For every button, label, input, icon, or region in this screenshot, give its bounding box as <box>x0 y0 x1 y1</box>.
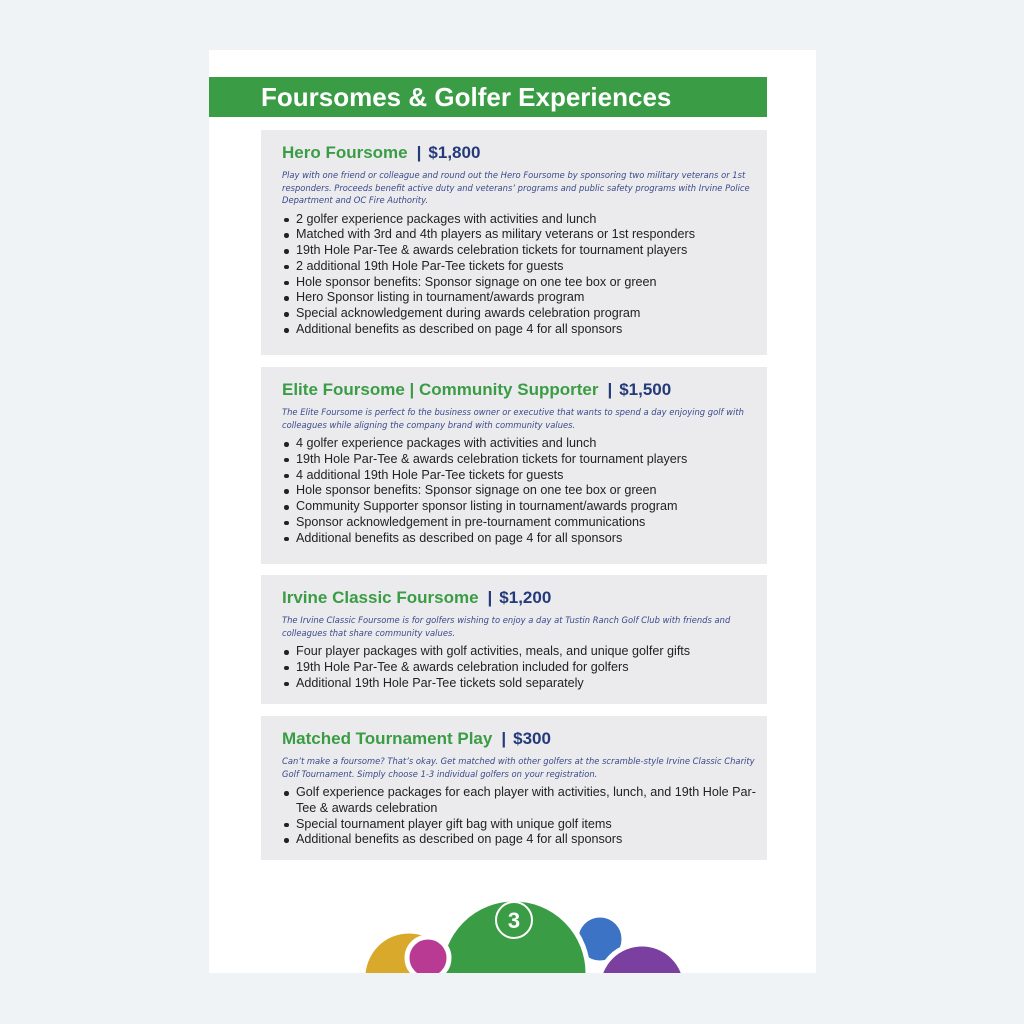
section-header-bar <box>209 77 767 117</box>
package-description: The Elite Foursome is perfect fo the business owner or executive that wants to spend a day enjoying golf with colleagues while aligning the company brand with community values. <box>282 407 744 430</box>
package-name: Irvine Classic Foursome <box>282 588 479 607</box>
benefit-item: Special tournament player gift bag with unique golf items <box>282 817 757 833</box>
price-separator: | <box>607 380 613 399</box>
benefit-item: Additional benefits as described on page 4 for all sponsors <box>282 322 757 338</box>
package-card-matched-tournament-play <box>261 716 767 860</box>
package-price: $1,500 <box>619 380 672 399</box>
package-description: Can’t make a foursome? That’s okay. Get matched with other golfers at the scramble-style Irvine Classic Charity Golf Tournament. Simply choose 1-3 individual golfers on your registration. <box>282 756 755 779</box>
package-card-elite-foursome <box>261 367 767 564</box>
section-title: Foursomes & Golfer Experiences <box>261 82 672 112</box>
package-name: Elite Foursome | Community Supporter <box>282 380 599 399</box>
footer-bubbles-graphic <box>209 870 816 973</box>
benefit-item: Golf experience packages for each player with activities, lunch, and 19th Hole Par-Tee & awards celebration <box>282 785 757 817</box>
price-separator: | <box>501 729 507 748</box>
benefit-item: Additional 19th Hole Par-Tee tickets sold separately <box>282 676 757 692</box>
benefit-item: 4 golfer experience packages with activities and lunch <box>282 436 757 452</box>
benefit-item: 19th Hole Par-Tee & awards celebration included for golfers <box>282 660 757 676</box>
package-heading <box>282 587 757 609</box>
benefits-list <box>282 785 757 848</box>
benefit-item: 19th Hole Par-Tee & awards celebration tickets for tournament players <box>282 243 757 259</box>
benefits-list <box>282 644 757 691</box>
benefit-item: Hole sponsor benefits: Sponsor signage on one tee box or green <box>282 275 757 291</box>
price-separator: | <box>416 143 422 162</box>
benefit-item: Four player packages with golf activities, meals, and unique golfer gifts <box>282 644 757 660</box>
benefit-item: Hole sponsor benefits: Sponsor signage on one tee box or green <box>282 483 757 499</box>
document-page <box>209 50 816 973</box>
benefit-item: Sponsor acknowledgement in pre-tournament communications <box>282 515 757 531</box>
package-heading <box>282 142 757 164</box>
package-price: $300 <box>513 729 551 748</box>
package-price: $1,200 <box>499 588 552 607</box>
package-description: The Irvine Classic Foursome is for golfers wishing to enjoy a day at Tustin Ranch Golf Club with friends and colleagues that share community values. <box>282 615 731 638</box>
benefits-list <box>282 436 757 547</box>
package-heading <box>282 379 757 401</box>
benefit-item: Additional benefits as described on page 4 for all sponsors <box>282 531 757 547</box>
package-name: Hero Foursome <box>282 143 408 162</box>
benefits-list <box>282 212 757 338</box>
benefit-item: Special acknowledgement during awards celebration program <box>282 306 757 322</box>
benefit-item: Additional benefits as described on page 4 for all sponsors <box>282 832 757 848</box>
package-card-hero-foursome <box>261 130 767 355</box>
benefit-item: Hero Sponsor listing in tournament/awards program <box>282 290 757 306</box>
package-card-irvine-classic-foursome <box>261 575 767 704</box>
benefit-item: Matched with 3rd and 4th players as military veterans or 1st responders <box>282 227 757 243</box>
benefit-item: 2 golfer experience packages with activities and lunch <box>282 212 757 228</box>
benefit-item: 4 additional 19th Hole Par-Tee tickets for guests <box>282 468 757 484</box>
package-price: $1,800 <box>428 143 481 162</box>
benefit-item: 2 additional 19th Hole Par-Tee tickets for guests <box>282 259 757 275</box>
benefit-item: 19th Hole Par-Tee & awards celebration tickets for tournament players <box>282 452 757 468</box>
package-description: Play with one friend or colleague and round out the Hero Foursome by sponsoring two military veterans or 1st responders. Proceeds benefit active duty and veterans’ programs and public safety programs with Irvine Police Department and OC Fire Authority. <box>282 170 750 205</box>
magenta-bubble <box>407 937 449 973</box>
benefit-item: Community Supporter sponsor listing in tournament/awards program <box>282 499 757 515</box>
price-separator: | <box>487 588 493 607</box>
package-heading <box>282 728 757 750</box>
package-name: Matched Tournament Play <box>282 729 493 748</box>
page-number: 3 <box>507 908 521 933</box>
